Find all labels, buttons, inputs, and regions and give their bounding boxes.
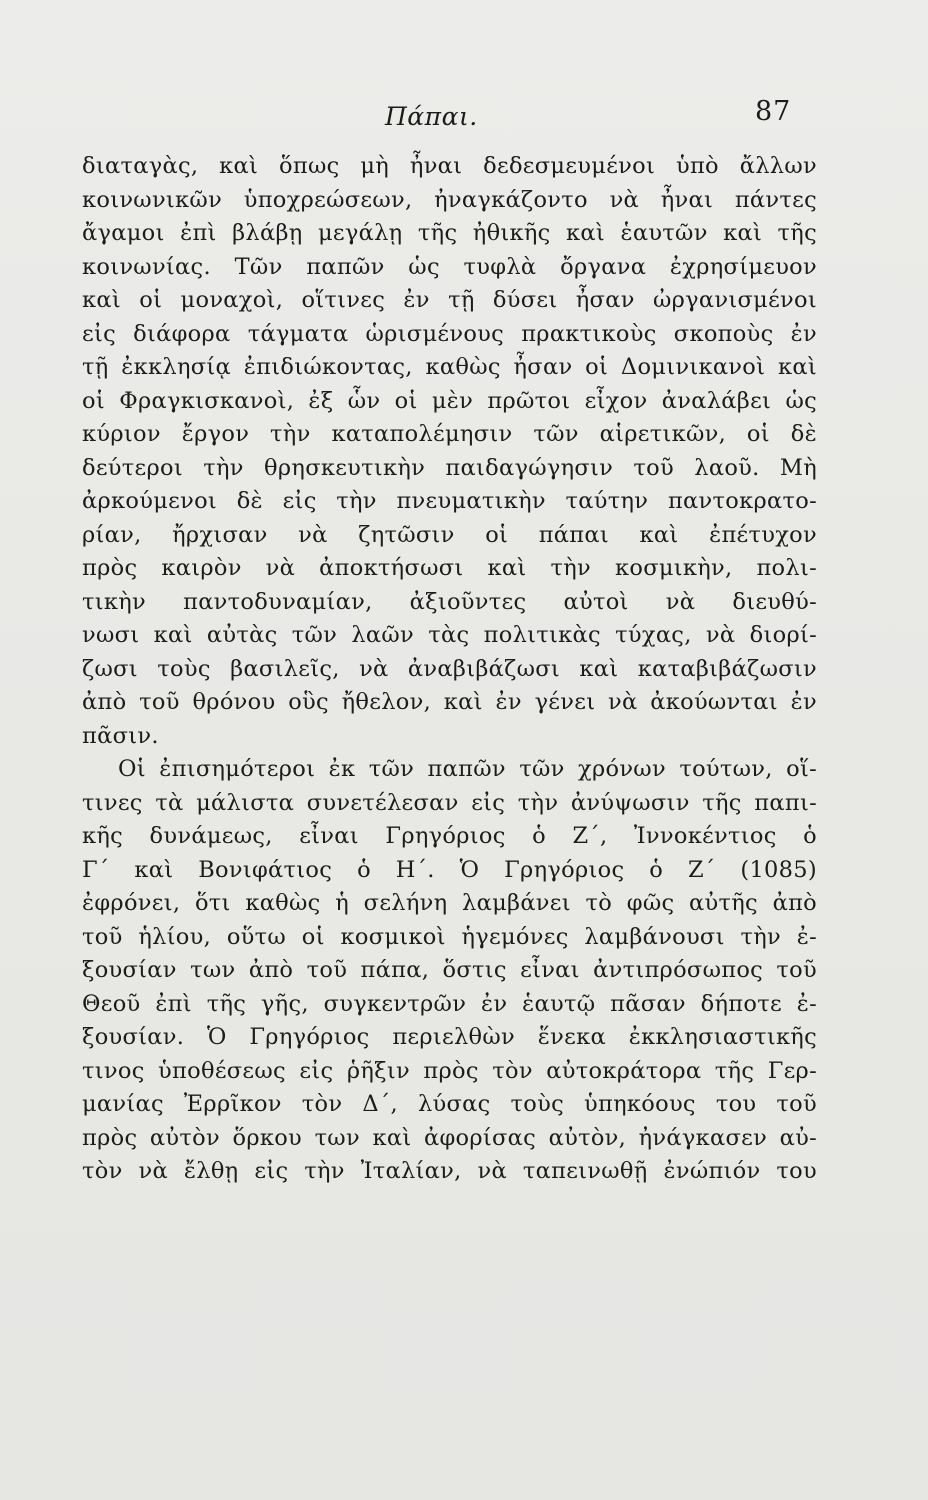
text-line: ἐφρόνει, ὅτι καθὼς ἡ σελήνη λαμβάνει τὸ φῶς αὐτῆς ἀπὸ	[82, 890, 817, 916]
page-header	[0, 96, 928, 136]
text-line: νωσι καὶ αὐτὰς τῶν λαῶν τὰς πολιτικὰς τύχας, νὰ διορί-	[82, 622, 817, 648]
text-line: εἰς διάφορα τάγματα ὡρισμένους πρακτικοὺς σκοποὺς ἐν	[82, 320, 817, 347]
body-text	[82, 150, 817, 1189]
text-line: ξουσίαν των ἀπὸ τοῦ πάπα, ὅστις εἶναι ἀντιπρόσωπος τοῦ	[82, 957, 817, 983]
text-line: ἀρκούμενοι δὲ εἰς τὴν πνευματικὴν ταύτην παντοκρατο-	[82, 488, 817, 514]
text-line: δεύτεροι τὴν θρησκευτικὴν παιδαγώγησιν τοῦ λαοῦ. Μὴ	[82, 454, 817, 481]
text-line: κοινωνίας. Τῶν παπῶν ὡς τυφλὰ ὄργανα ἐχρησίμευον	[82, 253, 817, 280]
text-line: πρὸς καιρὸν νὰ ἀποκτήσωσι καὶ τὴν κοσμικὴν, πολι-	[82, 555, 817, 581]
text-line: κοινωνικῶν ὑποχρεώσεων, ἠναγκάζοντο νὰ ἦναι πάντες	[82, 186, 817, 213]
text-line: μανίας Ἐρρῖκον τὸν Δ΄, λύσας τοὺς ὑπηκόους του τοῦ	[82, 1091, 817, 1117]
text-line: πρὸς αὐτὸν ὅρκου των καὶ ἀφορίσας αὐτὸν, ἠνάγκασεν αὐ-	[82, 1124, 817, 1151]
text-line: τῇ ἐκκλησίᾳ ἐπιδιώκοντας, καθὼς ἦσαν οἱ Δομινικανοὶ καὶ	[82, 354, 817, 380]
text-line: πᾶσιν.	[82, 722, 159, 749]
text-line: οἱ Φραγκισκανοὶ, ἐξ ὧν οἱ μὲν πρῶτοι εἶχον ἀναλάβει ὡς	[82, 387, 817, 414]
text-line: Οἱ ἐπισημότεροι ἐκ τῶν παπῶν τῶν χρόνων τούτων, οἵ-	[118, 756, 817, 782]
text-line: καὶ οἱ μοναχοὶ, οἵτινες ἐν τῇ δύσει ἦσαν ὠργανισμένοι	[82, 287, 817, 313]
text-line: τοῦ ἡλίου, οὕτω οἱ κοσμικοὶ ἡγεμόνες λαμβάνουσι τὴν ἐ-	[82, 923, 817, 950]
text-line: κύριον ἔργον τὴν καταπολέμησιν τῶν αἱρετικῶν, οἱ δὲ	[82, 421, 817, 447]
text-line: ρίαν, ἤρχισαν νὰ ζητῶσιν οἱ πάπαι καὶ ἐπέτυχον	[82, 521, 817, 548]
text-line: τὸν νὰ ἔλθῃ εἰς τὴν Ἰταλίαν, νὰ ταπεινωθῇ ἐνώπιόν του	[82, 1158, 817, 1184]
text-line: κῆς δυνάμεως, εἶναι Γρηγόριος ὁ Ζ΄, Ἰννοκέντιος ὁ	[82, 823, 817, 849]
text-line: ἄγαμοι ἐπὶ βλάβῃ μεγάλῃ τῆς ἠθικῆς καὶ ἑαυτῶν καὶ τῆς	[82, 220, 817, 246]
text-line: ζωσι τοὺς βασιλεῖς, νὰ ἀναβιβάζωσι καὶ καταβιβάζωσιν	[82, 655, 817, 682]
text-line: τινος ὑποθέσεως εἰς ῥῆξιν πρὸς τὸν αὐτοκράτορα τῆς Γερ-	[82, 1057, 817, 1084]
text-line: διαταγὰς, καὶ ὅπως μὴ ἦναι δεδεσμευμένοι ὑπὸ ἄλλων	[82, 153, 817, 179]
text-line: ξουσίαν. Ὁ Γρηγόριος περιελθὼν ἕνεκα ἐκκλησιαστικῆς	[82, 1024, 817, 1050]
text-line: τινες τὰ μάλιστα συνετέλεσαν εἰς τὴν ἀνύψωσιν τῆς παπι-	[82, 789, 817, 816]
page-number: 87	[755, 96, 792, 127]
text-line: τικὴν παντοδυναμίαν, ἀξιοῦντες αὐτοὶ νὰ διευθύ-	[82, 588, 817, 615]
text-line: ἀπὸ τοῦ θρόνου οὓς ἤθελον, καὶ ἐν γένει νὰ ἀκούωνται ἐν	[82, 689, 817, 715]
running-title: Πάπαι.	[385, 102, 478, 131]
text-line: Θεοῦ ἐπὶ τῆς γῆς, συγκεντρῶν ἐν ἑαυτῷ πᾶσαν δήποτε ἐ-	[82, 990, 817, 1017]
text-line: Γ΄ καὶ Βονιφάτιος ὁ Η΄. Ὁ Γρηγόριος ὁ Ζ΄ (1085)	[82, 856, 817, 883]
